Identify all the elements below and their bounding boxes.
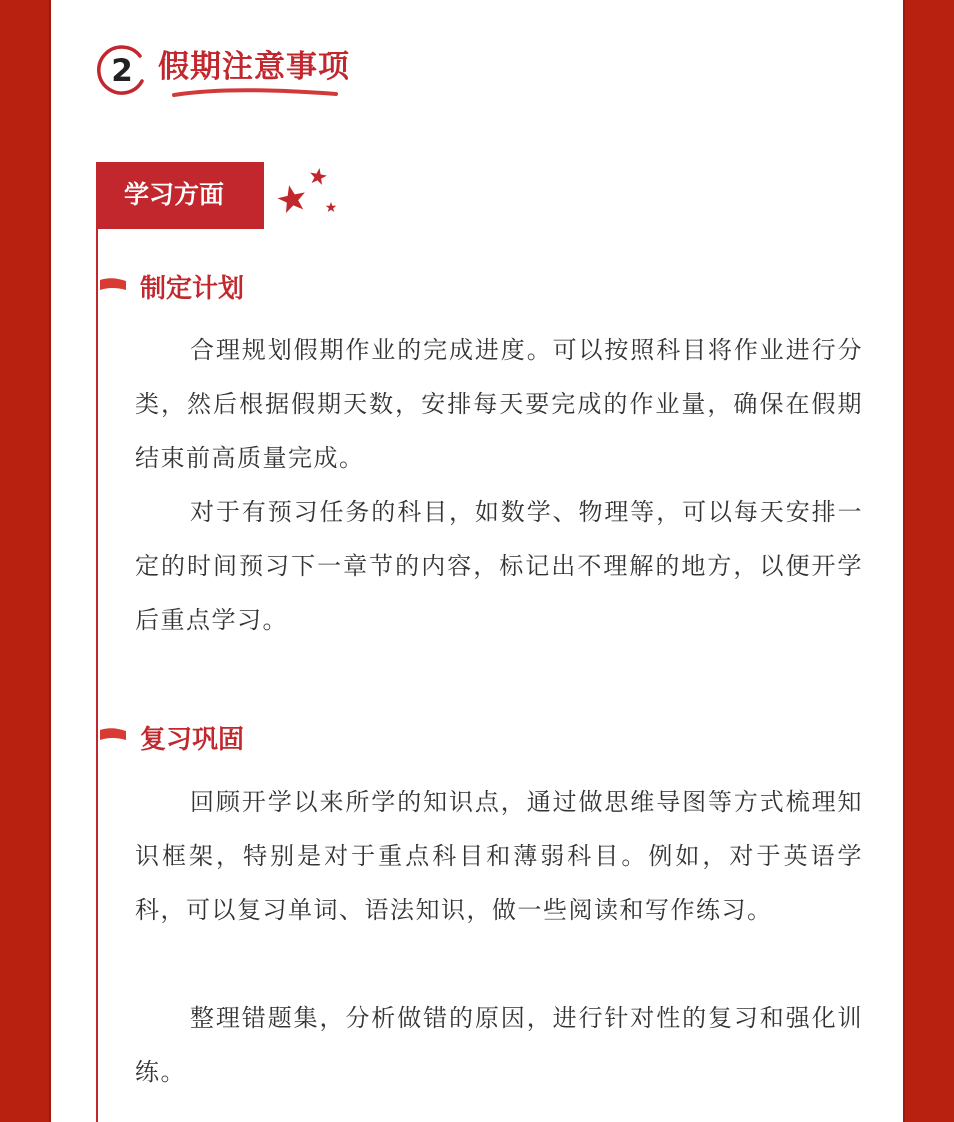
subsection-title-review: 复习巩固 [140, 725, 245, 755]
paragraph: 对于有预习任务的科目，如数学、物理等，可以每天安排一定的时间预习下一章节的内容，标记出不理解的地方，以便开学后重点学习。 [135, 498, 863, 634]
right-border [905, 0, 954, 1122]
section-number: 2 [111, 53, 133, 89]
paragraph: 整理错题集，分析做错的原因，进行针对性的复习和强化训练。 [135, 1004, 863, 1086]
flag-icon [98, 276, 128, 298]
paragraph: 回顾开学以来所学的知识点，通过做思维导图等方式梳理知识框架，特别是对于重点科目和薄弱科目。例如，对于英语学科，可以复习单词、语法知识，做一些阅读和写作练习。 [135, 788, 863, 924]
paragraph: 合理规划假期作业的完成进度。可以按照科目将作业进行分类，然后根据假期天数，安排每天要完成的作业量，确保在假期结束前高质量完成。 [135, 336, 863, 472]
section-title: 假期注意事项 [158, 49, 350, 85]
brush-underline-icon [170, 82, 340, 102]
content-left-rule [96, 162, 98, 1122]
stars-icon [272, 165, 344, 227]
right-border-edge [903, 0, 905, 1122]
left-border-edge [49, 0, 51, 1122]
subsection-title-plan: 制定计划 [140, 274, 245, 304]
category-title: 学习方面 [124, 180, 225, 209]
left-border [0, 0, 49, 1122]
flag-icon [98, 726, 128, 748]
